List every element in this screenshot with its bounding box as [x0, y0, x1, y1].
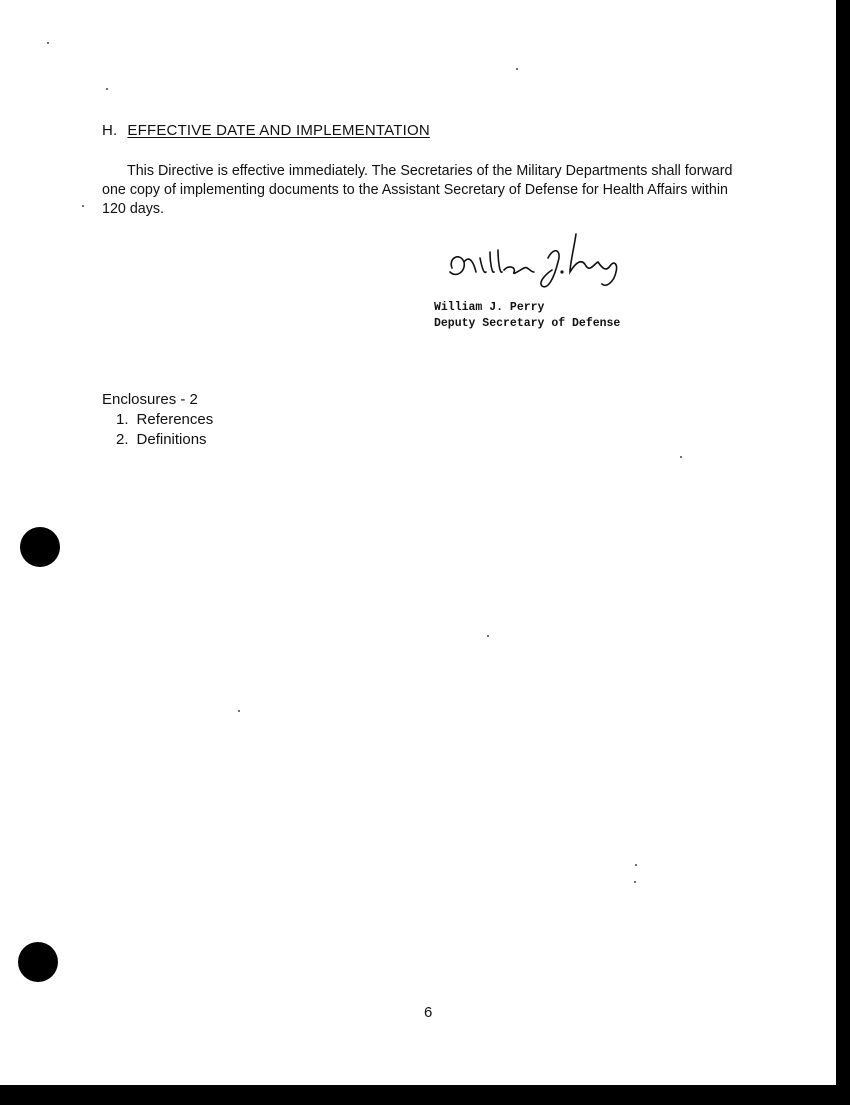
- page-number: 6: [424, 1004, 433, 1021]
- enclosure-number: 1.: [116, 411, 129, 428]
- section-heading: [102, 122, 430, 139]
- scan-speck: [680, 456, 682, 458]
- scan-edge-bottom: [0, 1085, 850, 1105]
- scan-speck: [516, 68, 518, 70]
- handwritten-signature: [430, 228, 630, 298]
- enclosure-label: Definitions: [136, 431, 207, 448]
- enclosure-number: 2.: [116, 431, 129, 448]
- punch-hole: [18, 942, 58, 982]
- section-number: H.: [102, 122, 118, 139]
- body-paragraph: This Directive is effective immediately. The Secretaries of the Military Departments shall forward one copy of implementing documents to the Assistant Secretary of Defense for Health Affairs within 120 days.: [102, 163, 733, 217]
- scan-edge-right: [836, 0, 850, 1105]
- enclosures-heading: Enclosures - 2: [102, 391, 198, 408]
- enclosure-item: [102, 430, 213, 450]
- punch-hole: [20, 527, 60, 567]
- scan-speck: [634, 881, 636, 883]
- signer-name: William J. Perry: [434, 301, 545, 314]
- enclosures-section: [102, 390, 213, 450]
- scan-speck: [238, 710, 240, 712]
- enclosure-list: [102, 410, 213, 450]
- scan-speck: [635, 864, 637, 866]
- enclosure-label: References: [136, 411, 214, 428]
- section-title: EFFECTIVE DATE AND IMPLEMENTATION: [127, 122, 430, 139]
- scan-speck: [82, 205, 84, 207]
- scan-speck: [106, 88, 108, 90]
- enclosure-item: [102, 410, 213, 430]
- signer-block: [434, 300, 620, 332]
- signer-title: Deputy Secretary of Defense: [434, 317, 621, 330]
- scan-speck: [47, 42, 49, 44]
- scan-speck: [487, 635, 489, 637]
